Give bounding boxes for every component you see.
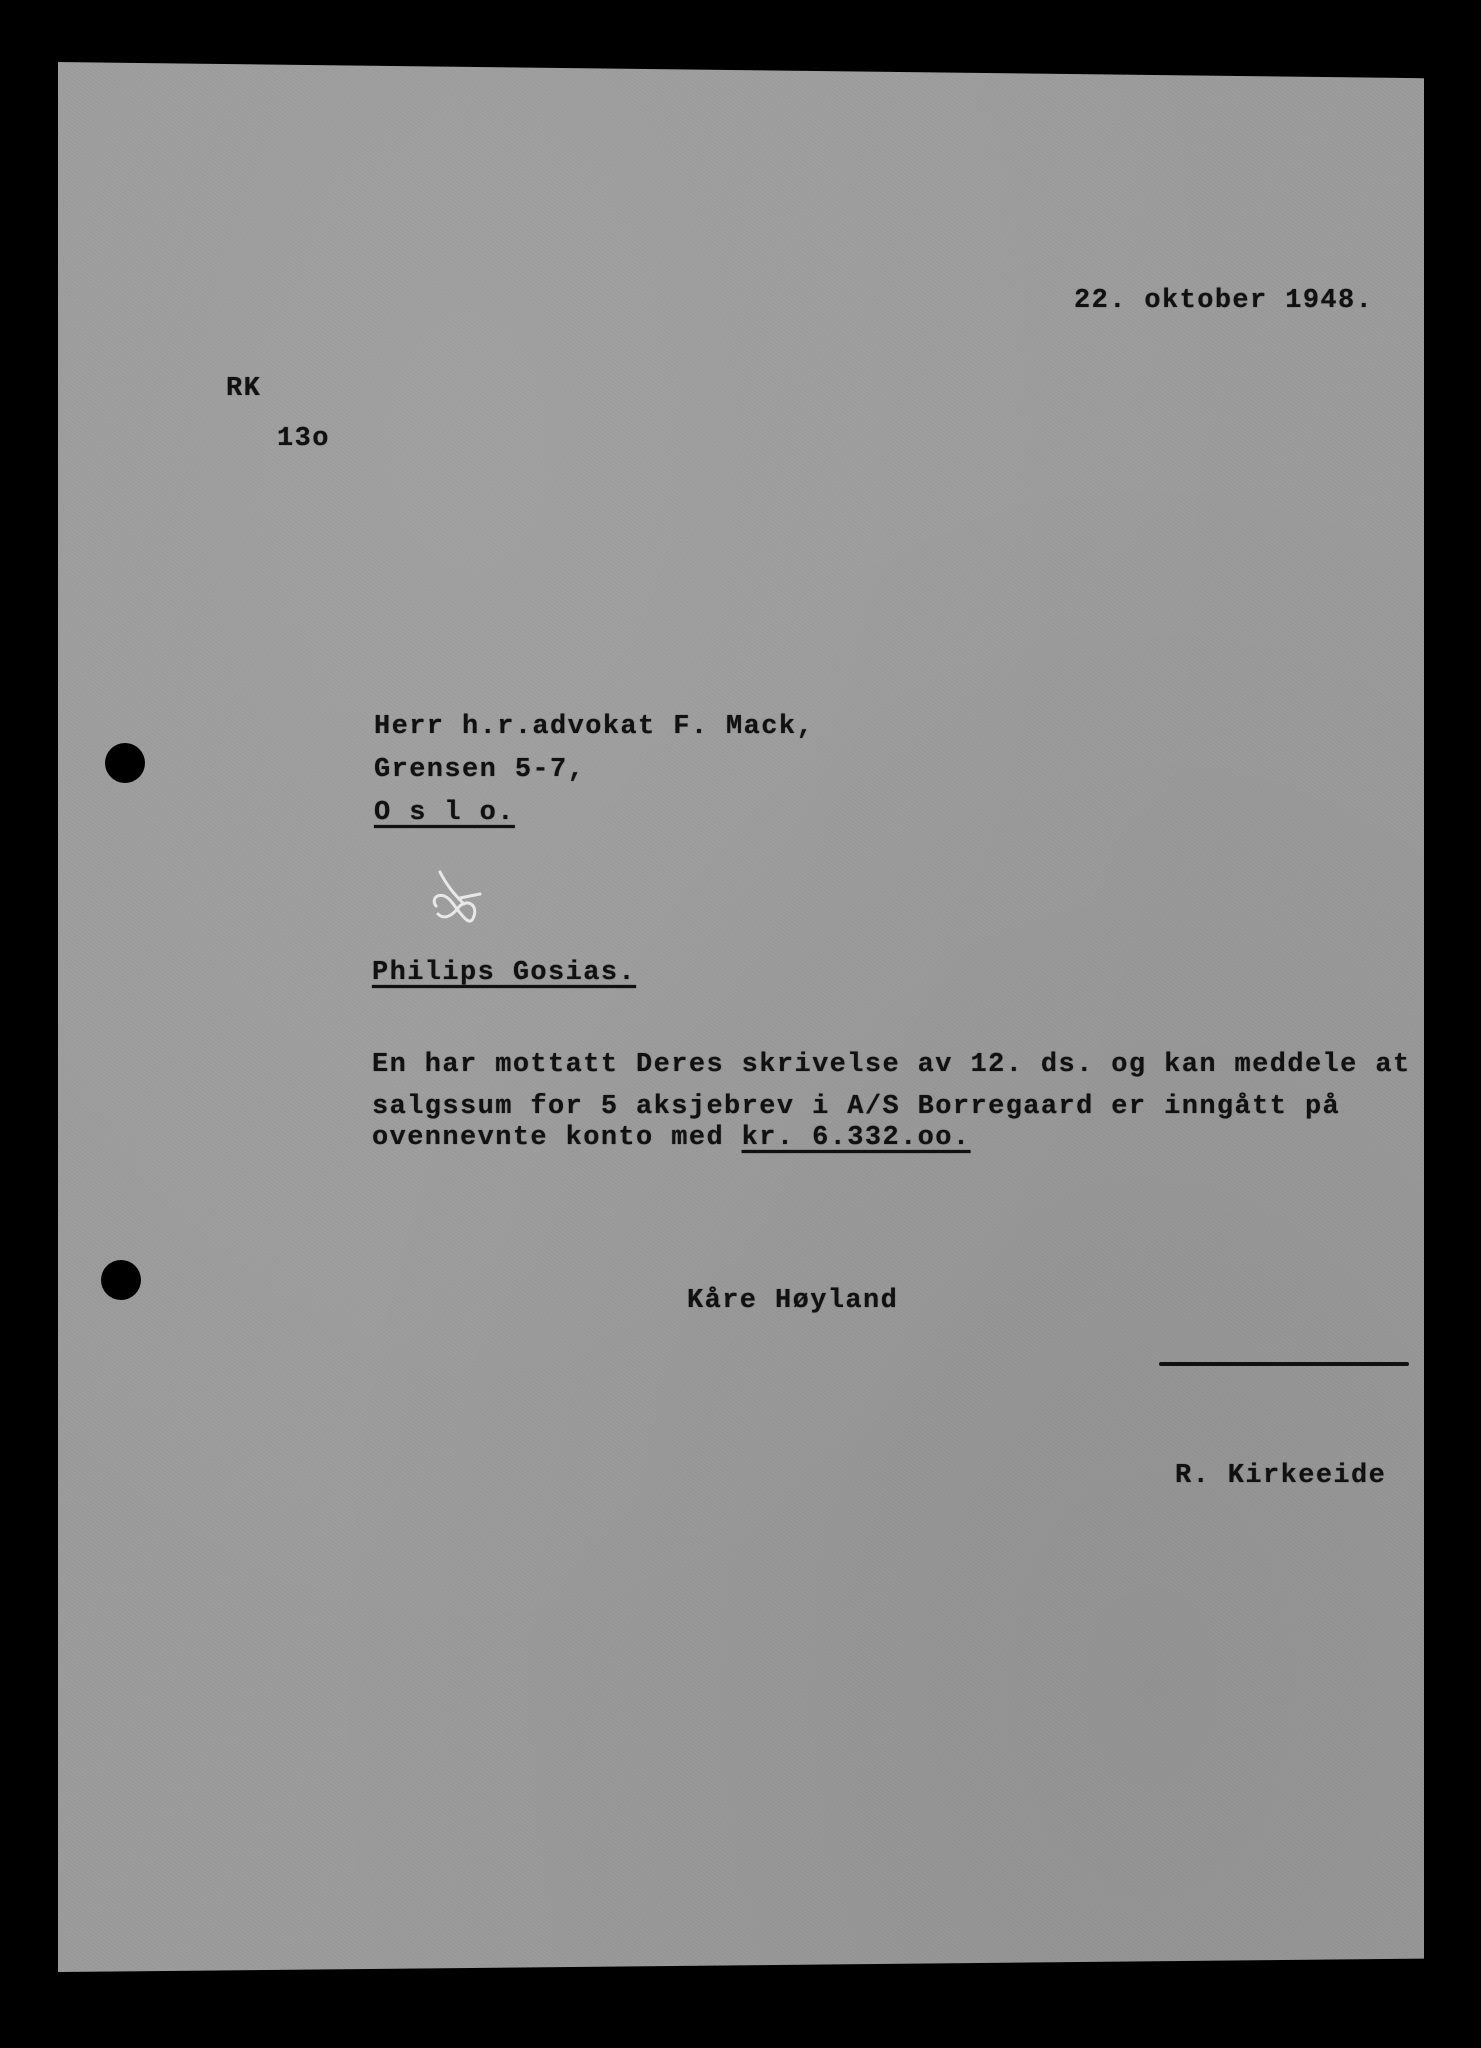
body-line-3 [372,1125,971,1152]
signature-primary: Kåre Høyland [687,1286,899,1316]
letter-date: 22. oktober 1948. [1074,286,1374,316]
body-line-1: En har mottatt Deres skrivelse av 12. ds. og kan meddele at [372,1050,1411,1080]
punch-hole-bottom [101,1260,141,1300]
recipient-city: O s l o. [374,798,515,828]
recipient-name: Herr h.r.advokat F. Mack, [374,712,815,742]
reference-initials: RK [226,374,262,404]
recipient-street: Grensen 5-7, [374,755,586,785]
body-line-2: salgssum for 5 aksjebrev i A/S Borregaard er inngått på [372,1092,1341,1122]
reference-number: 13o [277,424,330,454]
subject-line: Philips Gosias. [372,958,637,988]
body-line-3-text: ovennevnte konto med [372,1123,742,1153]
amount: kr. 6.332.oo. [741,1123,971,1153]
signature-secondary: R. Kirkeeide [1175,1461,1387,1491]
punch-hole-top [105,743,145,783]
handwritten-mark-icon [430,868,490,938]
letter-page [58,62,1424,1972]
signature-line [1159,1362,1409,1366]
